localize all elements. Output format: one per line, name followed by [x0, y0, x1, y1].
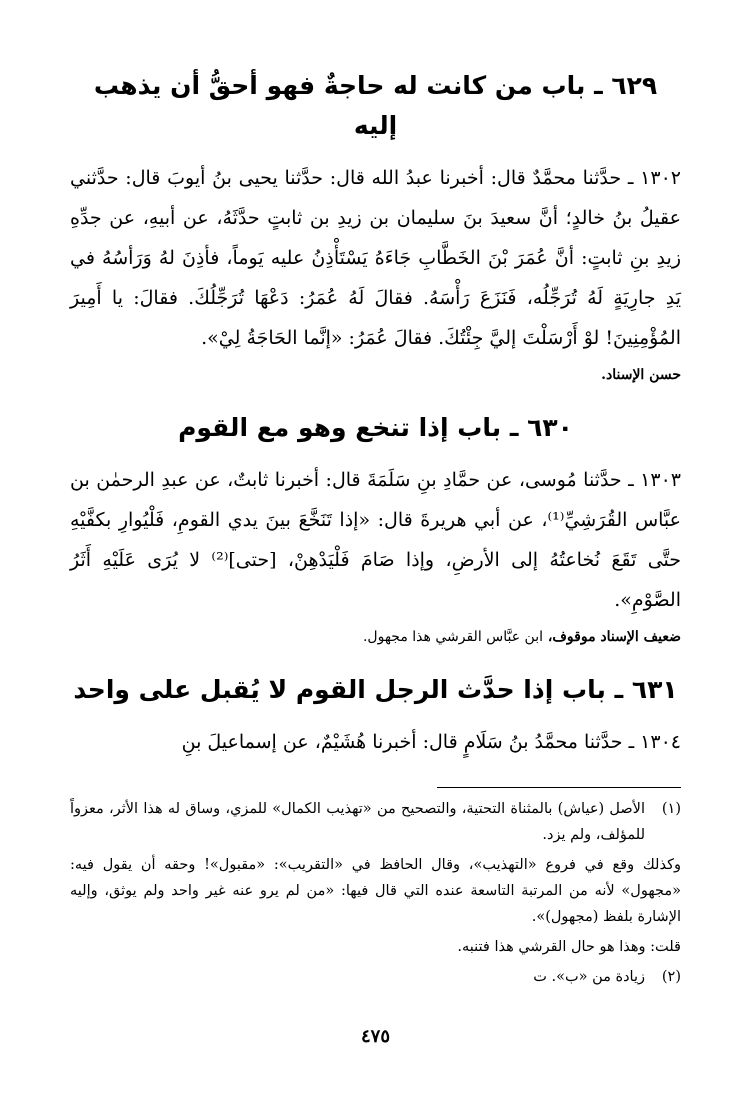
footnote-1-continuation: وكذلك وقع في فروع «التهذيب»، وقال الحافظ في «التقريب»: «مقبول»! وحقه أن يقول فيه: «مجهول» لأنه من المرتبة التاسعة عنده التي قال فيها: «من لم يرو عنه غير واحد ولم يوثق، وإليه الإشارة بلفظ (مجهول)».	[70, 857, 681, 925]
footnote-1-remark: قلت: وهذا هو حال القرشي هذا فتنبه.	[457, 939, 681, 955]
chapter-629-heading: ٦٢٩ ـ باب من كانت له حاجةٌ فهو أحقُّ أن يذهب إليه	[93, 71, 658, 140]
hadith-1303-text: ١٣٠٣ ـ حدَّثنا مُوسى، عن حمَّادِ بنِ سَلَمَةَ قال: أخبرنا ثابتٌ، عن عبدِ الرحمٰن بن عبَّاس القُرَشِيِّ⁽¹⁾، عن أبي هريرةَ قال: «إذا تَنَخَّعَ بينَ يدي القومِ، فَلْيُوارِ بكفَّيْهِ حتَّى تَقَعَ نُخاعتُهُ إلى الأرضِ، وإذا صَامَ فَلْيَدْهِنْ، [حتى]⁽²⁾ لا يُرَى عَلَيْهِ أَثَرُ الصَّوْمِ».	[70, 469, 682, 611]
hadith-1302-text: ١٣٠٢ ـ حدَّثنا محمَّدٌ قال: أخبرنا عبدُ الله قال: حدَّثنا يحيى بنُ أيوبَ قال: حدَّثني عقيلُ بنُ خالدٍ؛ أنَّ سعيدَ بنَ سليمان بن زيدِ بن ثابتٍ حدَّثَهُ، عن أبيهِ، عن جدِّهِ زيدِ بنِ ثابتٍ: أنَّ عُمَرَ بْنَ الخَطَّابِ جَاءَهُ يَسْتَأْذِنُ عليه يَوماً، فأذِنَ لهُ وَرَأسُهُ في يَدِ جارِيَةٍ لَهُ تُرَجِّلُه، فَنَزَعَ رَأْسَهُ. فقالَ لَهُ عُمَرُ: دَعْهَا تُرَجِّلُكَ. فقالَ: يا أَمِيرَ المُؤْمِنِينَ! لوْ أَرْسَلْتَ إليَّ جِئْتُكَ. فقالَ عُمَرُ: «إنَّما الحَاجَةُ لِيْ».	[70, 167, 681, 349]
grade-note: ابن عبَّاس القرشي هذا مجهول.	[362, 629, 543, 645]
footnote-divider	[437, 787, 681, 788]
hadith-1303-grade	[70, 626, 681, 648]
footnote-2-text: زيادة من «ب». ت	[533, 969, 645, 985]
chapter-630-heading: ٦٣٠ ـ باب إذا تنخع وهو مع القوم	[178, 413, 573, 442]
chapter-631-heading: ٦٣١ ـ باب إذا حدَّث الرجل القوم لا يُقبل على واحد	[73, 675, 678, 704]
footnote-1-number: (١)	[661, 801, 681, 817]
footnote-1-text: الأصل (عياش) بالمثناة التحتية، والتصحيح من «تهذيب الكمال» للمزي، وساق له هذا الأثر، معزواً للمؤلف، ولم يزد.	[70, 801, 645, 843]
page-number: ٤٧٥	[360, 1026, 390, 1047]
hadith-1302-grade: حسن الإسناد.	[601, 367, 681, 383]
footnote-2-number: (٢)	[661, 969, 681, 985]
footnote-1	[70, 796, 681, 848]
grade-label: ضعيف الإسناد موقوف،	[547, 629, 681, 645]
hadith-1304-text: ١٣٠٤ ـ حدَّثنا محمَّدُ بنُ سَلَامٍ قال: أخبرنا هُشَيْمٌ، عن إسماعيلَ بنِ	[181, 731, 681, 753]
footnotes	[70, 796, 681, 990]
footnote-2	[70, 964, 681, 990]
